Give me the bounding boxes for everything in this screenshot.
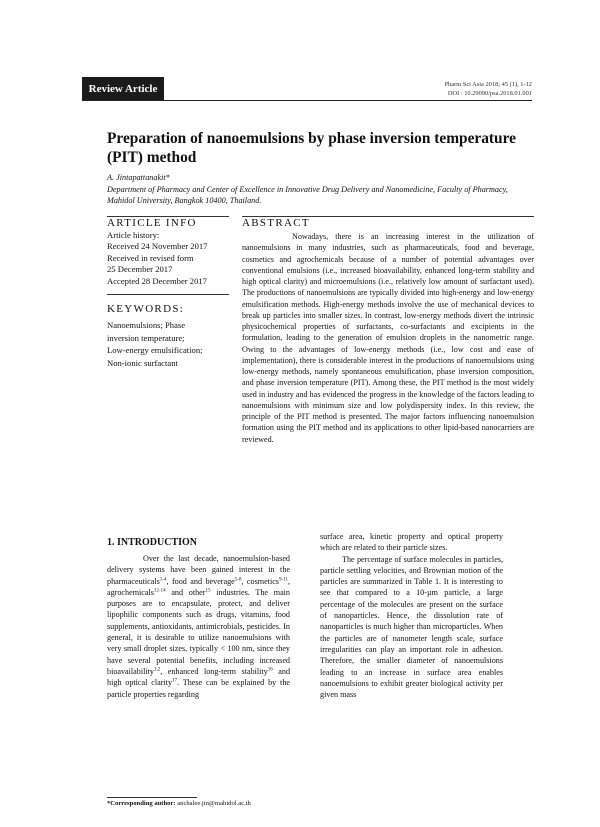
text-run: Over the last decade, nanoemulsion-based delivery systems have been gained interest in the pharmaceuticals bbox=[107, 554, 290, 586]
journal-info bbox=[444, 80, 532, 98]
keywords-rule bbox=[107, 294, 229, 295]
history-line: Received in revised form bbox=[107, 252, 194, 263]
article-type-badge: Review Article bbox=[82, 77, 164, 100]
intro-paragraph-1-cont: surface area, kinetic property and optical property which are related to their particle sizes. bbox=[320, 532, 503, 553]
abstract-heading: ABSTRACT bbox=[242, 217, 310, 229]
citation-ref: 1,2 bbox=[153, 667, 161, 673]
citation-ref: 9-11 bbox=[278, 576, 288, 582]
history-line: Received 24 November 2017 bbox=[107, 241, 208, 252]
citation-ref: 15 bbox=[205, 588, 211, 594]
keyword-line: Non-ionic surfactant bbox=[107, 357, 178, 368]
footnote-rule bbox=[107, 797, 197, 798]
citation-ref: 17 bbox=[172, 678, 178, 684]
citation-ref: 12-14 bbox=[153, 588, 166, 594]
author-name: A. Jintapattanakit* bbox=[107, 173, 170, 182]
text-run: and high optical clarity bbox=[107, 666, 291, 688]
text-run: , enhanced long-term stability bbox=[160, 666, 268, 676]
keywords-list bbox=[107, 319, 227, 369]
text-run: , cosmetics bbox=[241, 576, 279, 586]
text-run: , agrochemicals bbox=[107, 576, 290, 597]
abstract-text: Nowadays, there is an increasing interest in the utilization of nanoemulsions in many industries, such as pharmaceuticals, food and beverage, cosmetics and agrochemicals because of a number of potential advantages over conventional emulsions (i.e., increased bioavailability, enhanced long-term stability and high optical clarity) and microemulsions (i.e., relatively low amount of surfactant used). The productions of nanoemulsions are typically divided into high-energy and low-energy emulsification methods. High-energy methods involve the use of mechanical devices to break up particles into smaller sizes. In contrast, low-energy methods divert the intrinsic physicochemical properties of surfactants, co-surfactants and excipients in the formulation, leading to the generation of emulsion droplets in the nanometric range. Owing to the advantages of low-energy methods (i.e., low cost and ease of implementation), there is considerable interest in the productions of nanoemulsions using low-energy methods, namely spontaneous emulsification, phase inversion composition, and phase inversion temperature (PIT). Among these, the PIT method is the most widely used in industry and has evidenced the progress in the knowledge of the factors leading to nanoemulsions with minimum size and low polydispersity index. In this review, the principle of the PIT method is presented. The major factors influencing nanoemulsion formation using the PIT method and its applications to other lipid-based nanocarriers are reviewed. bbox=[242, 232, 534, 444]
history-line: Accepted 28 December 2017 bbox=[107, 275, 207, 286]
article-history bbox=[107, 230, 227, 287]
intro-paragraph-2: The percentage of surface molecules in particles, particle settling velocities, and Brownian motion of the particles are summarized in Table 1. It is interesting to see that compared to a 10-µm particle, a large percentage of the molecules are present on the surface of nanoparticles. Hence, the dissolution rate of nanoparticles is much higher than microparticles. When the particles are of nanometer length scale, surface irregularities can play an important role in adhesion. Therefore, the smaller diameter of nanoemulsions leading to an increase in surface area enables nanoemulsions to exhibit greater biological activity per given mass bbox=[320, 554, 503, 700]
corresponding-author-footnote bbox=[107, 800, 251, 807]
intro-column-2 bbox=[320, 531, 503, 700]
author-affiliation: Department of Pharmacy and Center of Excellence in Innovative Drug Delivery and Nanomedicine, Faculty of Pharmacy, Mahidol University, Bangkok 10400, Thailand. bbox=[107, 185, 508, 205]
keyword-line: Low-energy emulsification; bbox=[107, 345, 203, 355]
doi-link[interactable]: DOI : 10.29090/psa.2018.01.001 bbox=[447, 90, 532, 97]
text-run: , food and beverage bbox=[166, 576, 235, 586]
intro-paragraph-1 bbox=[107, 553, 290, 700]
keyword-line: Nanoemulsions; Phase bbox=[107, 320, 186, 330]
footnote-label: *Corresponding author: bbox=[107, 800, 176, 807]
citation-ref: 16 bbox=[267, 667, 273, 673]
history-label: Article history: bbox=[107, 230, 160, 240]
history-line: 25 December 2017 bbox=[107, 264, 173, 275]
header-rule bbox=[82, 100, 532, 101]
text-run: industries. The main purposes are to encapsulate, protect, and deliver lipophilic components such as drugs, vitamins, food supplements, antioxidants, antimicrobials, pesticides. In general, it is desirable to utilize nanoemulsions with very small droplet sizes, typically < 100 nm, since they have several potential benefits, including increased bioavailability bbox=[107, 587, 290, 676]
article-info-heading: ARTICLE INFO bbox=[107, 217, 197, 229]
keyword-line: inversion temperature; bbox=[107, 332, 185, 343]
keywords-heading: KEYWORDS: bbox=[107, 303, 185, 315]
journal-citation: Pharm Sci Asia 2018; 45 (1), 1-12 bbox=[444, 81, 532, 88]
introduction-heading: 1. INTRODUCTION bbox=[107, 537, 198, 548]
text-run: and other bbox=[165, 587, 206, 597]
corresponding-email[interactable]: anchalee.jin@mahidol.ac.th bbox=[175, 800, 251, 807]
citation-ref: 5-8 bbox=[234, 576, 242, 582]
citation-ref: 1-4 bbox=[159, 576, 167, 582]
text-run: . These can be explained by the particle properties regarding bbox=[107, 678, 290, 699]
paper-title: Preparation of nanoemulsions by phase inversion temperature (PIT) method bbox=[107, 130, 517, 166]
